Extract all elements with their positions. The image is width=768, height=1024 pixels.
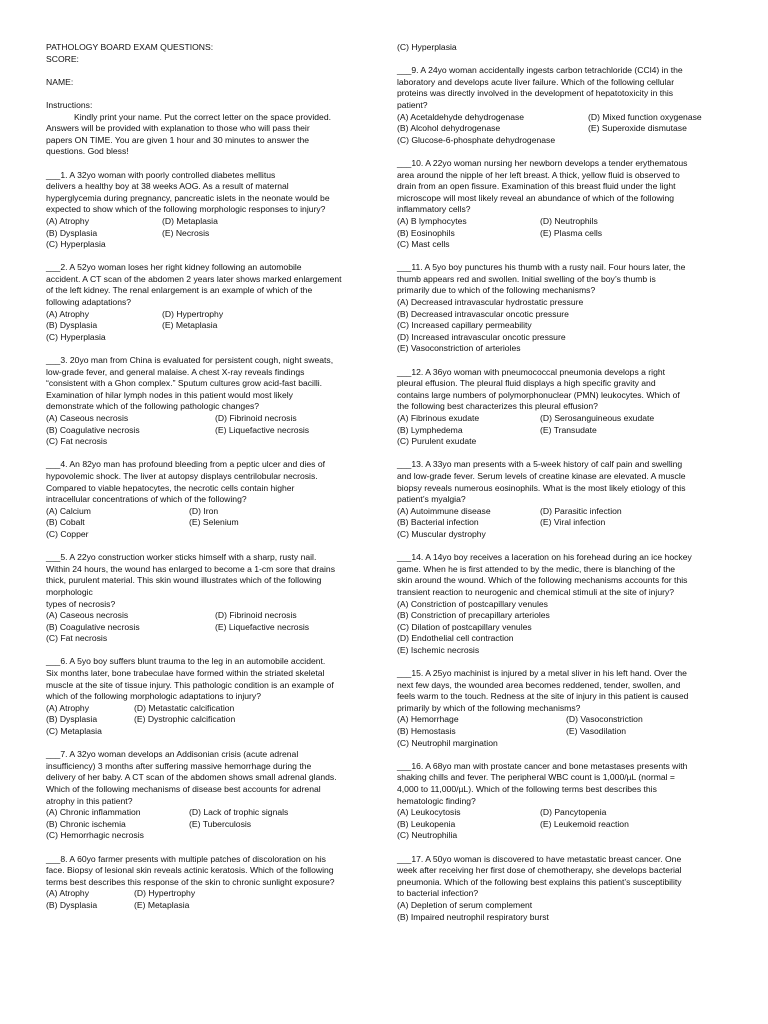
answer-options (397, 807, 723, 842)
answer-options (46, 703, 374, 738)
question-12 (397, 367, 723, 448)
question-text: ___9. A 24yo woman accidentally ingests carbon tetrachloride (CCl4) in the (397, 65, 683, 76)
option: (E) Superoxide dismutase (588, 123, 687, 134)
question-text: patient’s myalgia? (397, 494, 466, 505)
question-text: feels warm to the touch. Redness at the site of injury in this patient is caused (397, 691, 689, 702)
question-text: expected to show which of the following morphologic responses to injury? (46, 204, 326, 215)
question-text: Within 24 hours, the wound has enlarged to become a 1-cm sore that drains (46, 563, 336, 574)
option: (A) Atrophy (46, 215, 89, 226)
question-13 (397, 459, 723, 540)
option: (B) Chronic ischemia (46, 818, 126, 829)
instructions-line: questions. God bless! (46, 146, 129, 157)
option: (D) Vasoconstriction (566, 714, 643, 725)
option: (B) Eosinophils (397, 227, 455, 238)
option: (C) Increased capillary permeability (397, 320, 532, 331)
question-text: “consistent with a Ghon complex.” Sputum cultures grow acid-fast bacilli. (46, 378, 323, 389)
option: (D) Metastatic calcification (134, 702, 235, 713)
question-text: ___1. A 32yo woman with poorly controlled diabetes mellitus (46, 169, 276, 180)
option: (B) Impaired neutrophil respiratory burst (397, 911, 549, 922)
question-text: game. When he is first attended to by the medic, there is blanching of the (397, 563, 676, 574)
option: (C) Neutrophilia (397, 830, 458, 841)
option: (B) Dysplasia (46, 714, 98, 725)
question-text: low-grade fever, and general malaise. A chest X-ray reveals findings (46, 366, 305, 377)
option: (A) Atrophy (46, 702, 89, 713)
question-text: ___7. A 32yo woman develops an Addisonian crisis (acute adrenal (46, 749, 299, 760)
question-text: proteins was directly involved in the development of hepatotoxicity in this (397, 88, 674, 99)
answer-options (46, 413, 374, 448)
question-text: ___5. A 22yo construction worker sticks himself with a sharp, rusty nail. (46, 552, 317, 563)
option: (B) Coagulative necrosis (46, 621, 140, 632)
instructions-line: Answers will be provided with explanation to those who will pass their (46, 123, 310, 134)
option: (C) Metaplasia (46, 726, 102, 737)
question-text: ___15. A 25yo machinist is injured by a metal sliver in his left hand. Over the (397, 668, 687, 679)
question-text: accident. A CT scan of the abdomen 2 years later shows marked enlargement (46, 273, 342, 284)
answer-options (397, 413, 723, 448)
option: (E) Tuberculosis (189, 818, 252, 829)
question-text: contains large numbers of polymorphonuclear (PMN) leukocytes. Which of (397, 389, 680, 400)
exam-title: PATHOLOGY BOARD EXAM QUESTIONS: (46, 42, 214, 52)
question-text: ___8. A 60yo farmer presents with multiple patches of discoloration on his (46, 853, 326, 864)
question-text: terms best describes this response of the skin to chronic sunlight exposure? (46, 876, 335, 887)
question-text: Compared to viable hepatocytes, the necrotic cells contain higher (46, 482, 295, 493)
option: (B) Lymphedema (397, 424, 463, 435)
answer-options (46, 807, 374, 842)
instructions-line: papers ON TIME. You are given 1 hour and 30 minutes to answer the (46, 134, 310, 145)
question-text: to bacterial infection? (397, 888, 479, 899)
question-text: of the left kidney. The renal enlargement is an example of which of the (46, 285, 313, 296)
question-text: atrophy in this patient? (46, 795, 133, 806)
option: (E) Selenium (189, 517, 239, 528)
instructions-line: Kindly print your name. Put the correct letter on the space provided. (74, 111, 331, 122)
option: (C) Fat necrosis (46, 633, 108, 644)
option: (D) Iron (189, 505, 219, 516)
option: (D) Fibrinoid necrosis (215, 413, 297, 423)
question-text: inflammatory cells? (397, 204, 471, 215)
question-text: delivery of her baby. A CT scan of the abdomen shows small adrenal glands. (46, 772, 337, 783)
option: (D) Pancytopenia (540, 807, 607, 818)
question-text: shaking chills and fever. The peripheral WBC count is 1,000/µL (normal = (397, 772, 675, 783)
option: (A) Fibrinous exudate (397, 413, 480, 423)
question-text: transient reaction to neurogenic and chemical stimuli at the site of injury? (397, 586, 675, 597)
option: (B) Bacterial infection (397, 517, 479, 528)
option: (C) Dilation of postcapillary venules (397, 621, 532, 632)
question-text: patient? (397, 99, 428, 110)
question-text: types of necrosis? (46, 598, 116, 609)
option: (C) Purulent exudate (397, 436, 477, 447)
option: (D) Neutrophils (540, 215, 598, 226)
question-8 (46, 854, 374, 912)
question-text: demonstrate which of the following pathologic changes? (46, 401, 260, 412)
option: (E) Liquefactive necrosis (215, 424, 310, 435)
question-text: insufficiency) 3 months after suffering massive hemorrhage during the (46, 760, 312, 771)
question-text: muscle at the site of tissue injury. This pathologic condition is an example of (46, 679, 334, 690)
question-text: ___11. A 5yo boy punctures his thumb with a rusty nail. Four hours later, the (397, 262, 686, 273)
option: (A) Atrophy (46, 308, 89, 319)
option: (E) Viral infection (540, 517, 606, 528)
question-text: ___13. A 33yo man presents with a 5-week history of calf pain and swelling (397, 459, 683, 470)
question-15 (397, 668, 723, 749)
question-text: thumb appears red and swollen. Initial swelling of the boy’s thumb is (397, 273, 656, 284)
option: (E) Leukemoid reaction (540, 818, 629, 829)
question-5 (46, 552, 374, 645)
question-16 (397, 761, 723, 842)
option: (D) Hypertrophy (162, 308, 224, 319)
option: (D) Endothelial cell contraction (397, 633, 514, 644)
option: (B) Dysplasia (46, 227, 98, 238)
question-1 (46, 170, 374, 251)
question-text: primarily due to which of the following mechanisms? (397, 285, 596, 296)
question-text: 4,000 to 11,000/µL). Which of the following terms best describes this (397, 784, 657, 794)
option: (B) Dysplasia (46, 899, 98, 910)
question-text: pneumonia. Which of the following best explains this patient’s susceptibility (397, 876, 682, 887)
question-text: hyperglycemia during pregnancy, pancreatic islets in the neonate would be (46, 192, 330, 203)
question-text: next few days, the wounded area becomes reddened, tender, swollen, and (397, 679, 681, 690)
question-text: laboratory and develops acute liver failure. Which of the following cellular (397, 76, 675, 87)
question-text: ___16. A 68yo man with prostate cancer and bone metastases presents with (397, 760, 688, 771)
option: (D) Parasitic infection (540, 505, 622, 516)
option: (C) Muscular dystrophy (397, 528, 486, 539)
option: (E) Liquefactive necrosis (215, 621, 310, 632)
question-7 (46, 749, 374, 842)
question-text: and low-grade fever. Serum levels of creatine kinase are elevated. A muscle (397, 470, 686, 481)
question-8-continued (397, 42, 723, 54)
question-text: ___17. A 50yo woman is discovered to have metastatic breast cancer. One (397, 853, 682, 864)
question-4 (46, 459, 374, 540)
answer-options (46, 888, 374, 911)
question-text: week after receiving her first dose of chemotherapy, she develops bacterial (397, 865, 682, 876)
option: (E) Metaplasia (162, 320, 218, 331)
question-10 (397, 158, 723, 251)
question-text: skin around the wound. Which of the following mechanisms accounts for this (397, 575, 688, 586)
question-17 (397, 854, 723, 924)
option: (E) Transudate (540, 424, 597, 435)
question-text: drain from an open fissure. Examination of this breast fluid under the light (397, 181, 676, 192)
question-text: ___14. A 14yo boy receives a laceration on his forehead during an ice hockey (397, 552, 692, 563)
option: (A) Chronic inflammation (46, 807, 141, 818)
question-14 (397, 552, 723, 656)
option: (C) Fat necrosis (46, 436, 108, 447)
question-text: which of the following morphologic adaptations to injury? (46, 691, 261, 702)
option: (A) Decreased intravascular hydrostatic pressure (397, 297, 584, 308)
question-text: intracellular concentrations of which of the following? (46, 494, 247, 505)
question-text: morphologic (46, 586, 93, 597)
option: (A) Caseous necrosis (46, 610, 129, 621)
option: (D) Increased intravascular oncotic pressure (397, 331, 566, 342)
option: (D) Lack of trophic signals (189, 807, 289, 818)
option: (E) Metaplasia (134, 899, 190, 910)
question-text: biopsy reveals numerous eosinophils. What is the most likely etiology of this (397, 482, 686, 493)
option: (C) Hemorrhagic necrosis (46, 830, 144, 841)
option: (E) Necrosis (162, 227, 210, 238)
question-text: microscope will most likely reveal an abundance of which of the following (397, 192, 675, 203)
question-3 (46, 355, 374, 448)
question-text: Which of the following mechanisms of disease best accounts for adrenal (46, 784, 321, 794)
option: (B) Leukopenia (397, 818, 456, 829)
name-label: NAME: (46, 76, 74, 87)
question-text: ___12. A 36yo woman with pneumococcal pneumonia develops a right (397, 366, 666, 377)
option: (C) Neutrophil margination (397, 737, 498, 748)
question-9 (397, 65, 723, 146)
answer-options (397, 714, 723, 749)
option: (A) Acetaldehyde dehydrogenase (397, 111, 525, 122)
option: (D) Metaplasia (162, 215, 218, 226)
option: (B) Coagulative necrosis (46, 424, 140, 435)
option: (A) Constriction of postcapillary venules (397, 598, 548, 609)
option: (E) Dystrophic calcification (134, 714, 236, 725)
question-text: ___6. A 5yo boy suffers blunt trauma to the leg in an automobile accident. (46, 656, 326, 667)
question-text: hypovolemic shock. The liver at autopsy displays centrilobular necrosis. (46, 470, 318, 481)
question-2 (46, 262, 374, 343)
right-column (397, 42, 723, 935)
option: (E) Plasma cells (540, 227, 603, 238)
option: (E) Vasodilation (566, 726, 627, 737)
option: (B) Dysplasia (46, 320, 98, 331)
option: (B) Alcohol dehydrogenase (397, 123, 501, 134)
option: (A) Hemorrhage (397, 714, 459, 725)
question-text: hematologic finding? (397, 795, 476, 806)
question-text: ___3. 20yo man from China is evaluated for persistent cough, night sweats, (46, 355, 334, 366)
answer-options (46, 216, 374, 251)
left-column (46, 42, 374, 923)
option: (B) Decreased intravascular oncotic pressure (397, 308, 569, 319)
answer-options (46, 610, 374, 645)
option: (E) Ischemic necrosis (397, 644, 480, 655)
question-text: the following best characterizes this pleural effusion? (397, 401, 598, 412)
option: (D) Serosanguineous exudate (540, 413, 655, 423)
option: (A) Depletion of serum complement (397, 899, 533, 910)
option: (D) Hypertrophy (134, 888, 196, 899)
option: (A) B lymphocytes (397, 215, 467, 226)
option: (E) Vasoconstriction of arterioles (397, 343, 521, 354)
option: (B) Constriction of precapillary arterioles (397, 610, 550, 621)
question-text: face. Biopsy of lesional skin reveals actinic keratosis. Which of the following (46, 865, 334, 876)
answer-options (46, 309, 374, 344)
answer-options (397, 216, 723, 251)
score-label: SCORE: (46, 53, 79, 64)
option: (B) Cobalt (46, 517, 85, 528)
option: (C) Hyperplasia (46, 239, 106, 250)
question-text: primarily by which of the following mechanisms? (397, 702, 581, 713)
answer-options (397, 112, 723, 147)
question-text: ___4. An 82yo man has profound bleeding from a peptic ulcer and dies of (46, 459, 326, 470)
question-text: delivers a healthy boy at 38 weeks AOG. As a result of maternal (46, 181, 289, 192)
question-11 (397, 262, 723, 355)
option: (A) Calcium (46, 505, 91, 516)
option: (C) Copper (46, 528, 89, 539)
option: (C) Mast cells (397, 239, 450, 250)
option: (D) Mixed function oxygenase (588, 111, 702, 122)
instructions-label: Instructions: (46, 99, 93, 110)
option: (A) Atrophy (46, 888, 89, 899)
option: (D) Fibrinoid necrosis (215, 610, 297, 621)
question-text: Six months later, bone trabeculae have formed within the striated skeletal (46, 668, 325, 679)
question-6 (46, 656, 374, 737)
question-text: area around the nipple of her left breast. A thick, yellow fluid is observed to (397, 169, 680, 180)
question-text: thick, purulent material. This skin wound illustrates which of the following (46, 575, 322, 586)
question-text: pleural effusion. The pleural fluid displays a high specific gravity and (397, 378, 656, 389)
question-text: ___10. A 22yo woman nursing her newborn develops a tender erythematous (397, 157, 688, 168)
question-text: Examination of hilar lymph nodes in this patient would most likely (46, 389, 293, 400)
option: (C) Glucose-6-phosphate dehydrogenase (397, 134, 556, 145)
option: (C) Hyperplasia (397, 42, 457, 52)
option: (C) Hyperplasia (46, 331, 106, 342)
question-text: following adaptations? (46, 297, 132, 308)
option: (A) Autoimmune disease (397, 505, 491, 516)
question-text: ___2. A 52yo woman loses her right kidney following an automobile (46, 262, 302, 273)
answer-options (46, 506, 374, 541)
option: (A) Leukocytosis (397, 807, 461, 818)
option: (B) Hemostasis (397, 726, 456, 737)
option: (A) Caseous necrosis (46, 413, 129, 423)
answer-options (397, 506, 723, 541)
